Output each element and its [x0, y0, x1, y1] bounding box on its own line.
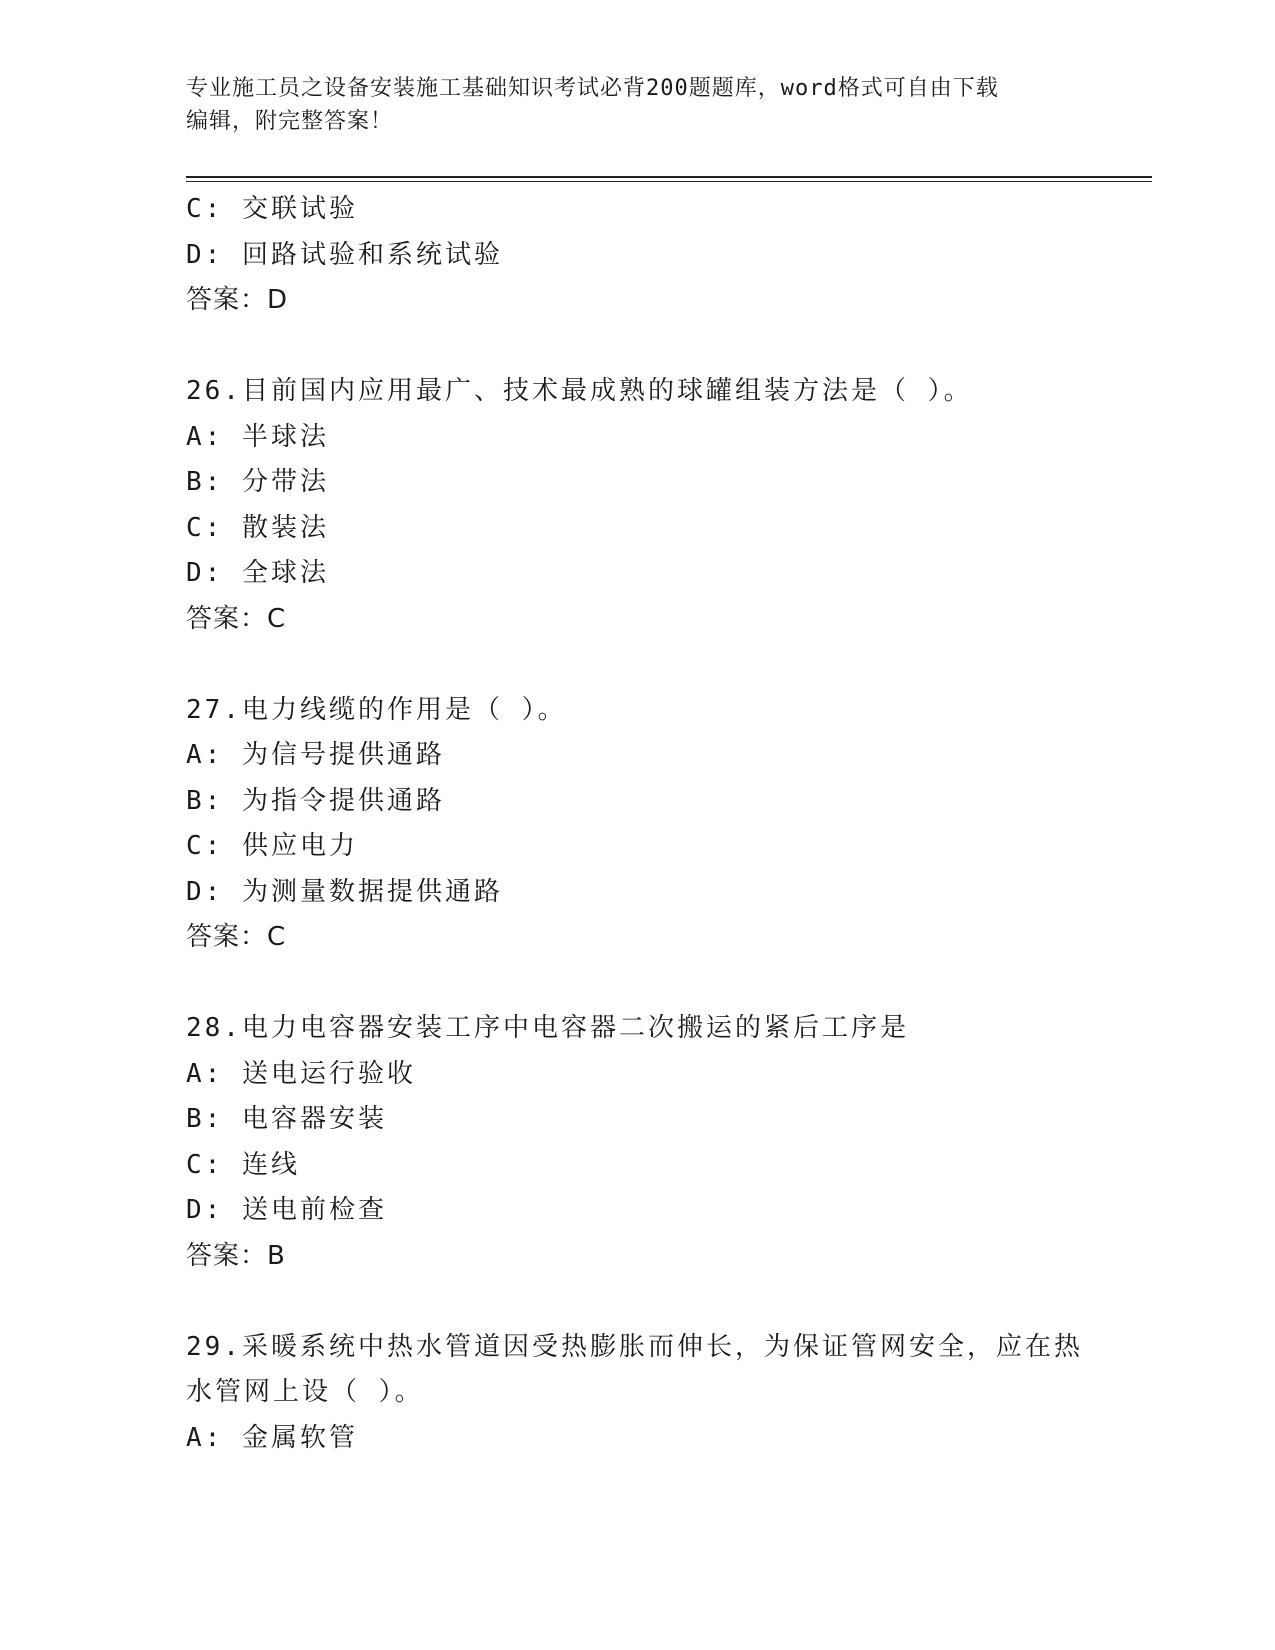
question-stem-line-1: 29.采暖系统中热水管道因受热膨胀而伸长，为保证管网安全，应在热: [186, 1331, 1083, 1362]
option-c: C: 供应电力: [186, 831, 358, 861]
option-a: A: 为信号提供通路: [186, 740, 445, 770]
option-c: C: 连线: [186, 1149, 300, 1180]
question-27: [186, 688, 1152, 961]
option-d: D: 回路试验和系统试验: [186, 239, 503, 270]
option-b: B: 为指令提供通路: [186, 785, 445, 816]
question-29: [186, 1325, 1152, 1462]
question-26: [186, 369, 1152, 642]
option-a: A: 送电运行验收: [186, 1058, 416, 1089]
option-c: C: 散装法: [186, 512, 329, 543]
option-d: D: 全球法: [186, 558, 329, 588]
question-stem: 28.电力电容器安装工序中电容器二次搬运的紧后工序是: [186, 1013, 909, 1043]
option-a: A: 金属软管: [186, 1422, 358, 1453]
header-line-1: 专业施工员之设备安装施工基础知识考试必背200题题库，word格式可自由下载: [186, 76, 999, 101]
spacer: [186, 961, 1152, 1007]
option-c: C: 交联试验: [186, 194, 358, 224]
option-d: D: 为测量数据提供通路: [186, 876, 503, 907]
spacer: [186, 642, 1152, 688]
question-28: [186, 1006, 1152, 1279]
question-stem-line-2: 水管网上设（ ）。: [186, 1377, 424, 1407]
option-a: A: 半球法: [186, 421, 329, 452]
header-rule-thick: [186, 176, 1152, 178]
option-b: B: 分带法: [186, 467, 329, 497]
spacer: [186, 1279, 1152, 1325]
answer: 答案：D: [186, 285, 289, 315]
document-header: [186, 72, 1086, 138]
answer: 答案：C: [186, 603, 287, 634]
header-line-2: 编辑，附完整答案！: [186, 109, 394, 134]
header-rule-thin: [186, 181, 1152, 182]
question-stem: 26.目前国内应用最广、技术最成熟的球罐组装方法是（ ）。: [186, 376, 973, 406]
answer: 答案：B: [186, 1240, 286, 1271]
answer: 答案：C: [186, 922, 287, 952]
question-list: [186, 187, 1152, 1461]
spacer: [186, 324, 1152, 370]
option-b: B: 电容器安装: [186, 1104, 387, 1134]
option-d: D: 送电前检查: [186, 1195, 387, 1225]
question-stem: 27.电力线缆的作用是（ ）。: [186, 694, 567, 725]
question-25-tail: [186, 187, 1152, 324]
